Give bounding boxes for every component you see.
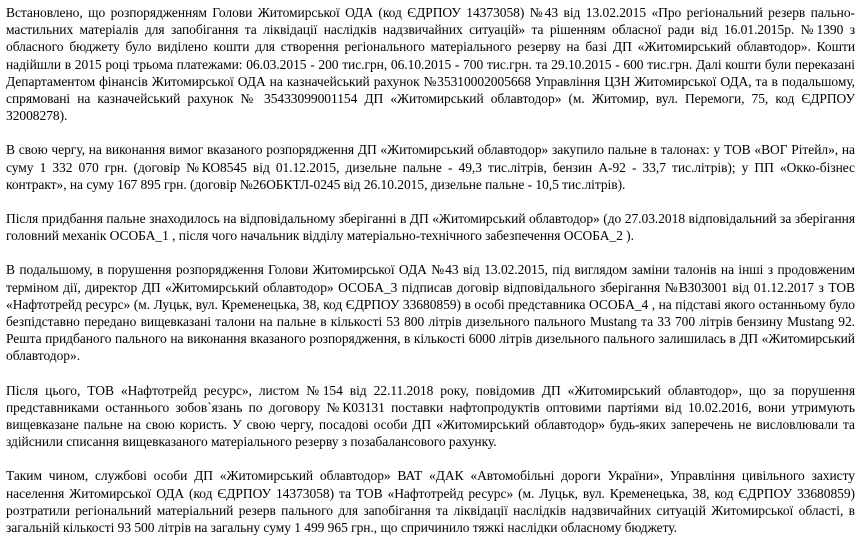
paragraph-storage: Після придбання пальне знаходилось на відповідальному зберіганні в ДП «Житомирський облавтодор» (до 27.03.2018 відповідальний за зберігання головний механік ОСОБА_1 , після чого начальник відділу матеріально-технічного забезпечення ОСОБА_2 ). bbox=[6, 211, 855, 244]
paragraph-fuel-purchase: В свою чергу, на виконання вимог вказаного розпорядження ДП «Житомирський облавтодор» закупило пальне в талонах: у ТОВ «ВОГ Рітейл», на суму 1 332 070 грн. (договір №КО8545 від 01.12.2015, дизельне пальне - 49,3 тис.літрів, бензин А-92 - 33,7 тис.літрів); у ПП «Окко-бізнес контракт», на суму 167 895 грн. (договір №26ОБКТЛ-0245 від 26.10.2015, дизельне пальне - 10,5 тис.літрів). bbox=[6, 142, 855, 192]
paragraph-conclusion: Таким чином, службові особи ДП «Житомирський облавтодор» ВАТ «ДАК «Автомобільні дороги України», Управління цивільного захисту населення Житомирської ОДА (код ЄДРПОУ 14373058) та ТОВ «Нафтотрейд ресурс» (м. Луцьк, вул. Кременецька, 38, код ЄДРПОУ 33680859) розтратили регіональний матеріальний резерв пального для запобігання та ліквідації наслідків надзвичайних ситуацій Житомирської області, в загальній кількості 93 500 літрів на загальну суму 1 499 965 грн., що спричинило тяжкі наслідки обласному бюджету. bbox=[6, 468, 855, 536]
paragraph-decree-funding: Встановлено, що розпорядженням Голови Житомирської ОДА (код ЄДРПОУ 14373058) №43 від 13.02.2015 «Про регіональний резерв пально-мастильних матеріалів для запобігання та ліквідації наслідків надзвичайних ситуацій» та рішенням обласної ради від 16.01.2015р. №1390 з обласного бюджету було виділено кошти для створення регіонального матеріального резерву на базі ДП «Житомирський облавтодор». Кошти надійшли в 2015 році трьома платежами: 06.03.2015 - 200 тис.грн, 06.10.2015 - 700 тис.грн. та 29.10.2015 - 600 тис.грн. Далі кошти були переказані Департаментом фінансів Житомирської ОДА на казначейський рахунок №35310002005668 Управління ЦЗН Житомирської ОДА, та в подальшому, спрямовані на казначейський рахунок № 35433099001154 ДП «Житомирський облавтодор» (м. Житомир, вул. Перемоги, 75, код ЄДРПОУ 32008278). bbox=[6, 5, 855, 124]
paragraph-retention-letter: Після цього, ТОВ «Нафтотрейд ресурс», листом №154 від 22.11.2018 року, повідомив ДП «Житомирський облавтодор», що за порушення представниками останнього зобов`язань по договору №К03131 поставки нафтопродуктів оптовими партіями від 10.02.2016, вони утримують вищевказане пальне на свою користь. У свою чергу, посадові особи ДП «Житомирський облавтодор» будь-яких заперечень не висловлювали та здійснили списання вищевказаного матеріального резерву з позабалансового рахунку. bbox=[6, 382, 855, 450]
paragraph-storage-agreement: В подальшому, в порушення розпорядження Голови Житомирської ОДА №43 від 13.02.2015, під виглядом заміни талонів на інші з продовженим терміном дії, директор ДП «Житомирський облавтодор» ОСОБА_3 підписав договір відповідального зберігання №ВЗ03001 від 01.12.2017 з ТОВ «Нафтотрейд ресурс» (м. Луцьк, вул. Кременецька, 38, код ЄДРПОУ 33680859) в особі представника ОСОБА_4 , на підставі якого останньому було безпідставно передано вищевказані талони на пальне в кількості 53 800 літрів дизельного пального Mustang та 33 700 літрів бензину Mustang 92. Решта придбаного пального на виконання вказаного розпорядження, в кількості 6000 літрів дизельного пального залишилась в ДП «Житомирський облавтодор». bbox=[6, 262, 855, 364]
